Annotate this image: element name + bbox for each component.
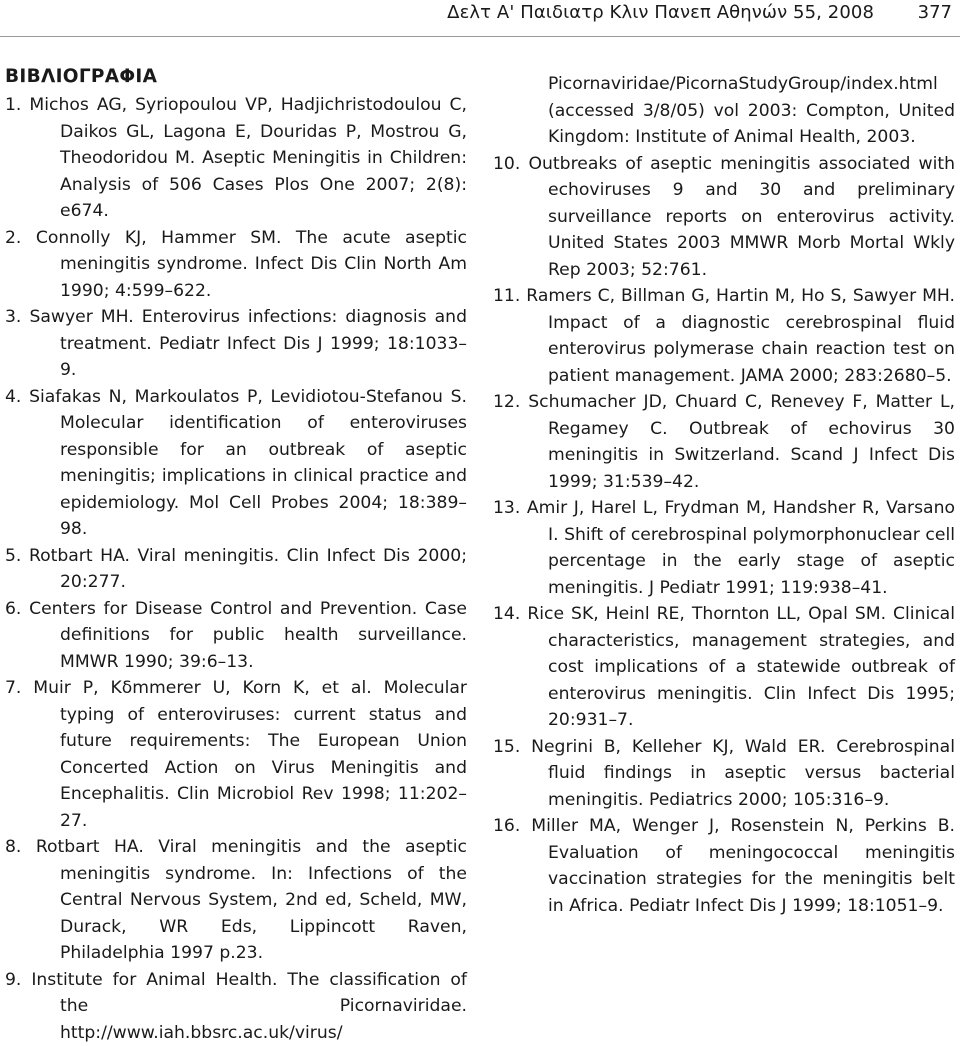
page-header [0, 0, 960, 40]
reference-item: 6. Centers for Disease Control and Prevention. Case definitions for public health surveillance. MMWR 1990; 39:6–13. [5, 596, 467, 676]
reference-item: 14. Rice SK, Heinl RE, Thornton LL, Opal SM. Clinical characteristics, management strategies, and cost implications of a statewide outbreak of enterovirus meningitis. Clin Infect Dis 1995; 20:931–7. [493, 601, 955, 734]
reference-item: 2. Connolly KJ, Hammer SM. The acute aseptic meningitis syndrome. Infect Dis Clin North Am 1990; 4:599–622. [5, 225, 467, 305]
reference-item: 3. Sawyer MH. Enterovirus infections: diagnosis and treatment. Pediatr Infect Dis J 1999; 18:1033–9. [5, 304, 467, 384]
reference-item: 13. Amir J, Harel L, Frydman M, Handsher R, Varsano I. Shift of cerebrospinal polymorphonuclear cell percentage in the early stage of aseptic meningitis. J Pediatr 1991; 119:938–41. [493, 495, 955, 601]
reference-item: 8. Rotbart HA. Viral meningitis and the aseptic meningitis syndrome. In: Infections of the Central Nervous System, 2nd ed, Scheld, MW, Durack, WR Eds, Lippincott Raven, Philadelphia 1997 p.23. [5, 834, 467, 967]
reference-item: 5. Rotbart HA. Viral meningitis. Clin Infect Dis 2000; 20:277. [5, 543, 467, 596]
reference-item: 1. Michos AG, Syriopoulou VP, Hadjichristodoulou C, Daikos GL, Lagona E, Douridas P, Mostrou G, Theodoridou M. Aseptic Meningitis in Children: Analysis of 506 Cases Plos One 2007; 2(8): e674. [5, 92, 467, 225]
left-column [5, 66, 467, 1046]
page-number: 377 [918, 2, 952, 23]
reference-item: 16. Miller MA, Wenger J, Rosenstein N, Perkins B. Evaluation of meningococcal meningitis vaccination strategies for the meningitis belt in Africa. Pediatr Infect Dis J 1999; 18:1051–9. [493, 813, 955, 919]
journal-citation: Δελτ Α' Παιδιατρ Κλιν Πανεπ Αθηνών 55, 2008 [447, 2, 874, 23]
reference-item: 9. Institute for Animal Health. The classification of the Picornaviridae. http://www.iah.bbsrc.ac.uk/virus/ [5, 967, 467, 1046]
reference-continuation: Picornaviridae/PicornaStudyGroup/index.html (accessed 3/8/05) vol 2003: Compton, United Kingdom: Institute of Animal Health, 2003. [493, 71, 955, 151]
reference-item: 11. Ramers C, Billman G, Hartin M, Ho S, Sawyer MH. Impact of a diagnostic cerebrospinal fluid enterovirus polymerase chain reaction test on patient management. JAMA 2000; 283:2680–5. [493, 283, 955, 389]
header-divider [0, 36, 960, 37]
reference-item: 15. Negrini B, Kelleher KJ, Wald ER. Cerebrospinal fluid findings in aseptic versus bacterial meningitis. Pediatrics 2000; 105:316–9. [493, 734, 955, 814]
reference-item: 4. Siafakas N, Markoulatos P, Levidiotou-Stefanou S. Molecular identification of enteroviruses responsible for an outbreak of aseptic meningitis; implications in clinical practice and epidemiology. Mol Cell Probes 2004; 18:389–98. [5, 384, 467, 543]
right-column [493, 71, 955, 919]
reference-item: 10. Outbreaks of aseptic meningitis associated with echoviruses 9 and 30 and preliminary surveillance reports on enterovirus activity. United States 2003 MMWR Morb Mortal Wkly Rep 2003; 52:761. [493, 151, 955, 284]
reference-item: 12. Schumacher JD, Chuard C, Renevey F, Matter L, Regamey C. Outbreak of echovirus 30 meningitis in Switzerland. Scand J Infect Dis 1999; 31:539–42. [493, 389, 955, 495]
reference-item: 7. Muir P, Kδmmerer U, Korn K, et al. Molecular typing of enteroviruses: current status and future requirements: The European Union Concerted Action on Virus Meningitis and Encephalitis. Clin Microbiol Rev 1998; 11:202–27. [5, 675, 467, 834]
bibliography-heading: ΒΙΒΛΙΟΓΡΑΦΙΑ [5, 66, 467, 90]
